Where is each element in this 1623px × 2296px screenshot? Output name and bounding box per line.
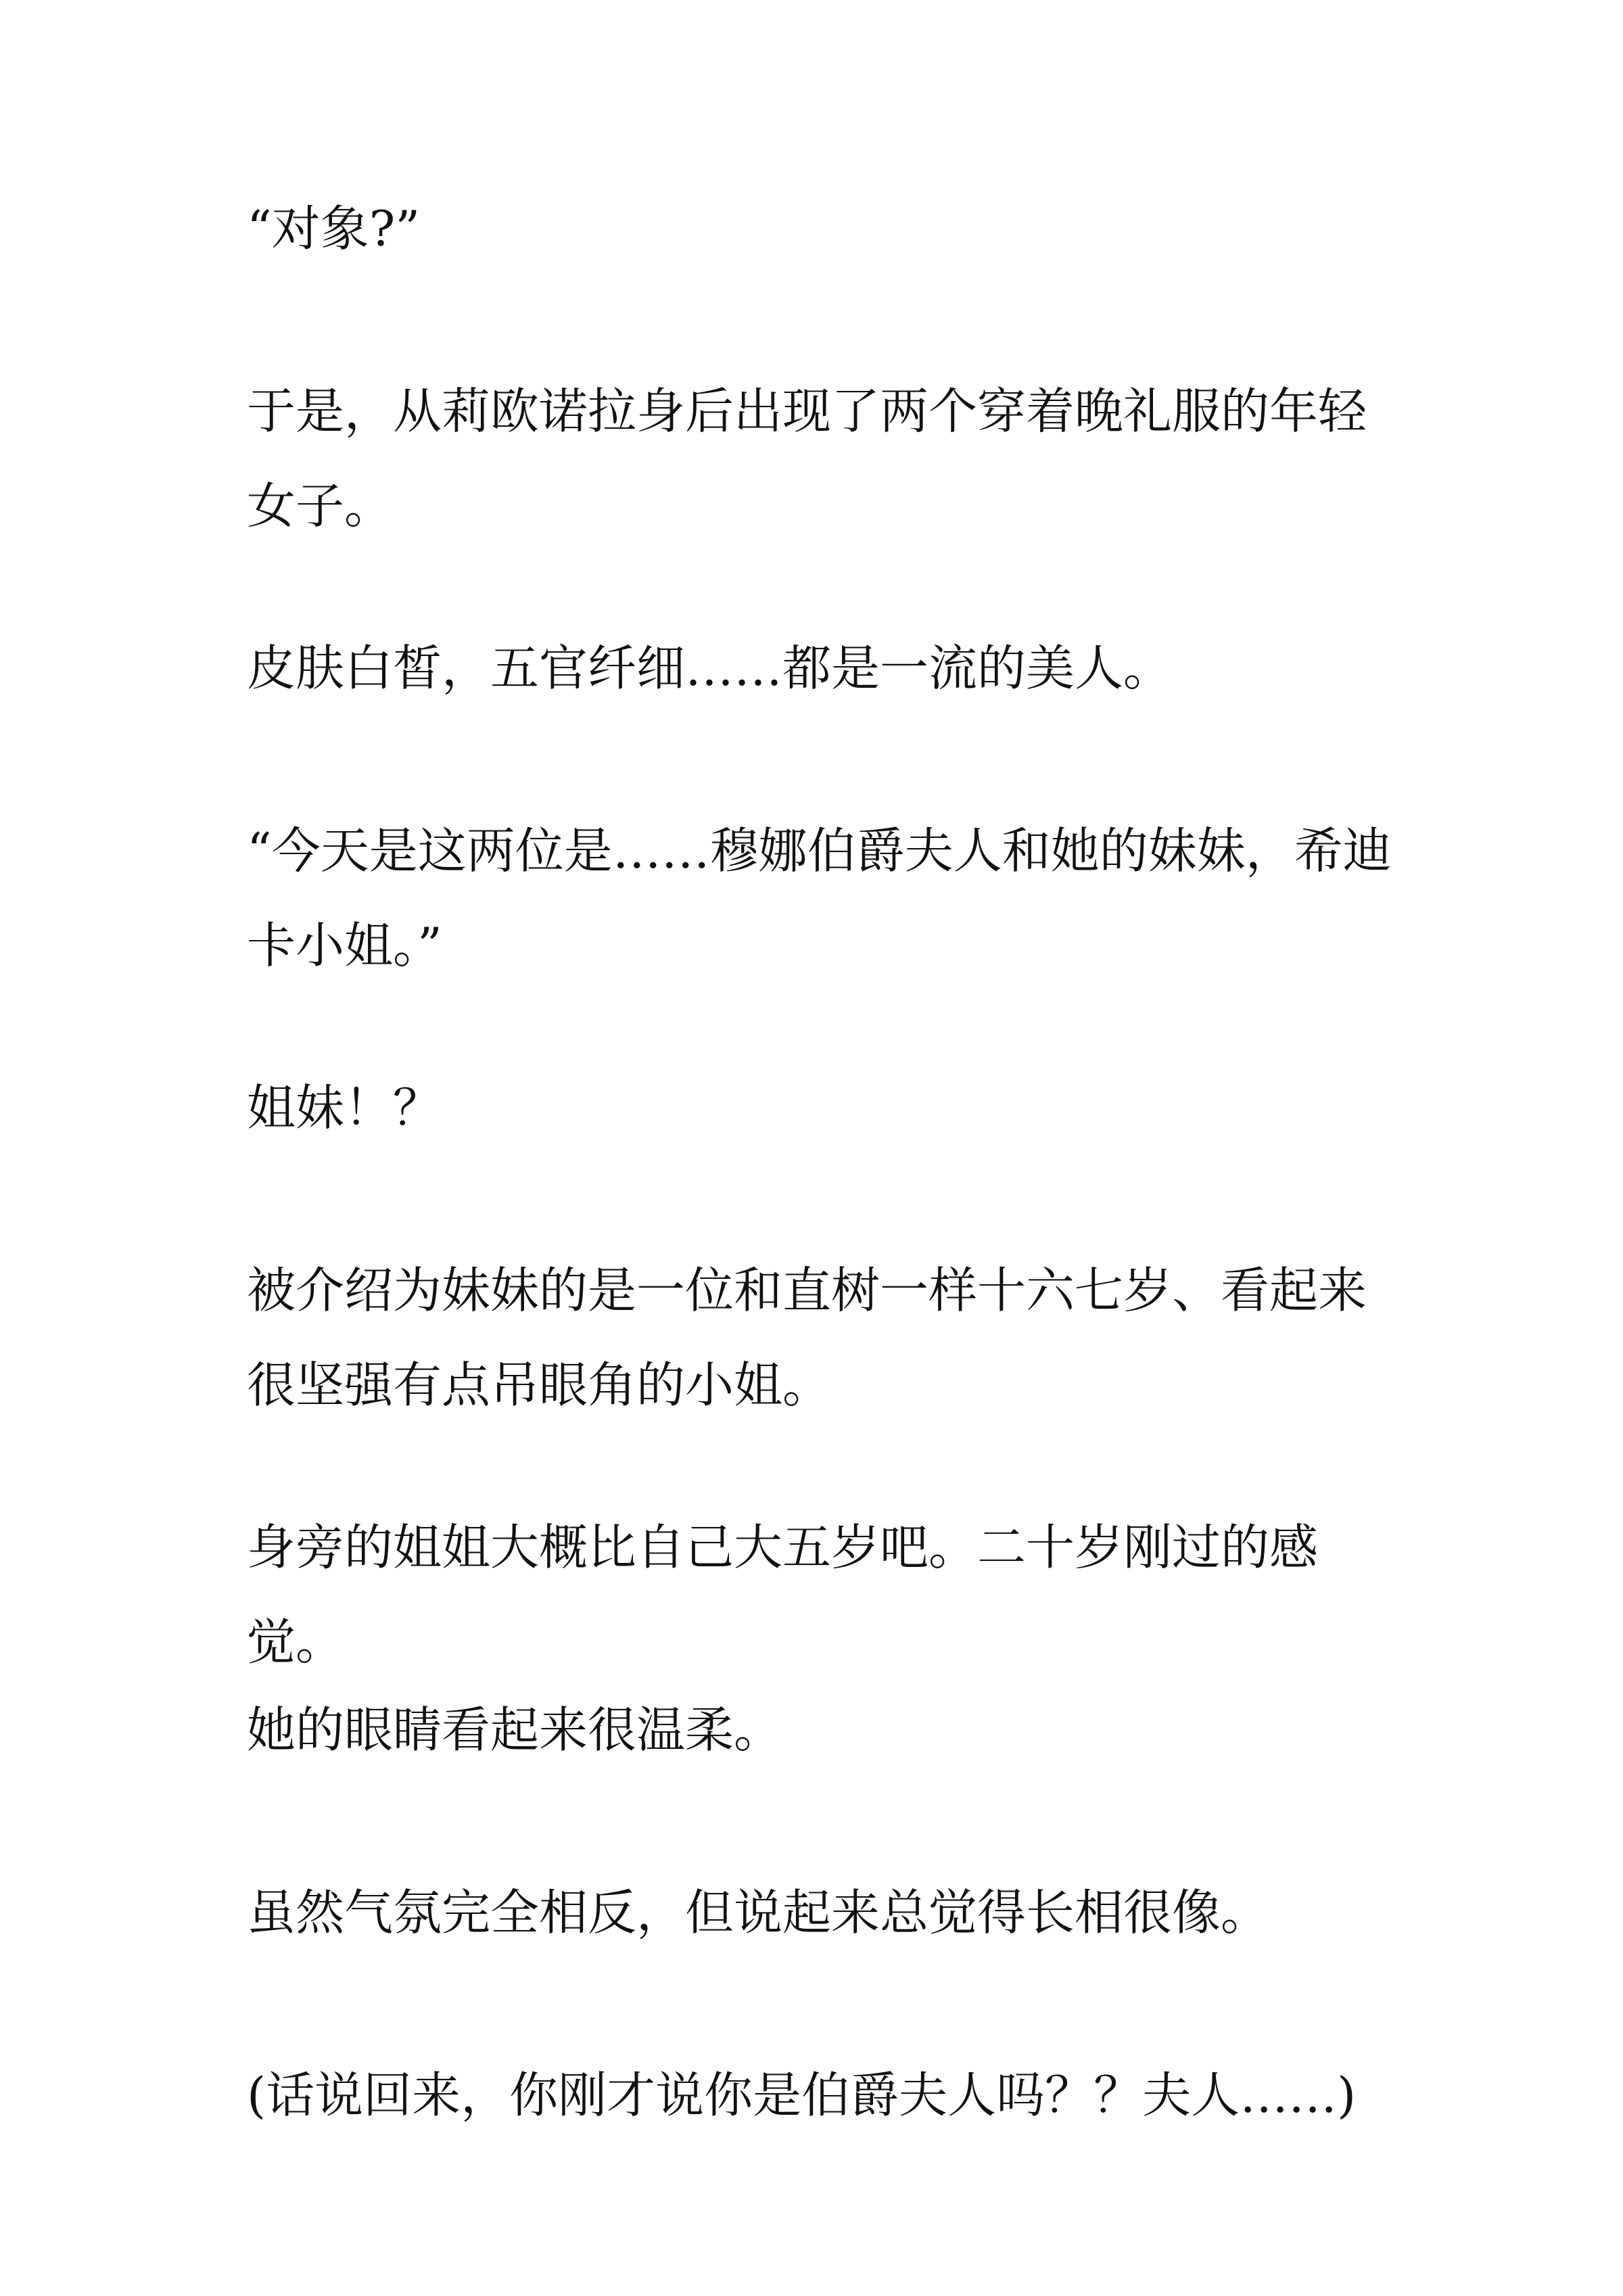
paragraph-5: 姐妹！？ xyxy=(247,1079,442,1136)
paragraph-6: 被介绍为妹妹的是一位和直树一样十六七岁、看起来 很坚强有点吊眼角的小姐。 xyxy=(247,1262,1367,1413)
paragraph-9: 虽然气氛完全相反，但说起来总觉得长相很像。 xyxy=(247,1884,1270,1941)
paragraph-8: 她的眼睛看起来很温柔。 xyxy=(247,1702,783,1758)
paragraph-1: “对象?” xyxy=(247,200,421,257)
paragraph-3: 皮肤白皙，五官纤细……都是一流的美人。 xyxy=(247,640,1173,697)
paragraph-7: 身旁的姐姐大概比自己大五岁吧。二十岁刚过的感觉。 xyxy=(247,1519,1319,1670)
paragraph-2: 于是，从莉欧诺拉身后出现了两个穿着晚礼服的年轻 女子。 xyxy=(247,383,1367,534)
paragraph-10: (话说回来，你刚才说你是伯爵夫人吗？？夫人……) xyxy=(247,2067,1357,2124)
paragraph-4: “今天是这两位是……穆娜伯爵夫人和她的妹妹，希迪 卡小姐。” xyxy=(247,822,1392,974)
